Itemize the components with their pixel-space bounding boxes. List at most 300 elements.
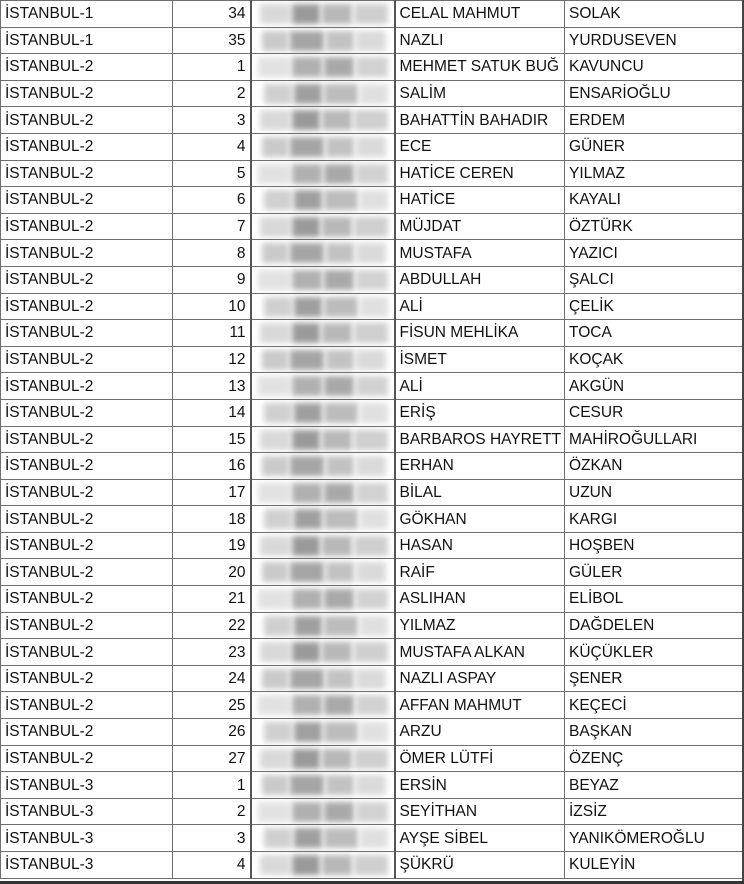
candidate-number-cell[interactable]: 8 [173,240,251,267]
candidate-number-cell[interactable]: 15 [173,426,251,453]
redaction-blur [324,695,354,715]
redaction-blur [324,84,358,104]
first-name-cell[interactable]: ASLIHAN [395,586,565,613]
candidate-number-cell[interactable]: 20 [173,559,251,586]
last-name-cell[interactable]: ENSARİOĞLU [565,80,743,107]
redaction-blur [258,695,290,715]
table-row [1,80,743,107]
redaction-blur [324,509,358,529]
candidate-number-cell[interactable]: 11 [173,320,251,347]
table-row [1,479,743,506]
redaction-blur [260,110,290,130]
first-name-cell[interactable]: MÜJDAT [395,213,565,240]
first-name-cell[interactable]: HATİCE [395,187,565,214]
province-cell[interactable]: İSTANBUL-2 [1,266,173,293]
redaction-blur [360,84,388,104]
province-cell[interactable]: İSTANBUL-2 [1,719,173,746]
province-cell[interactable]: İSTANBUL-2 [1,426,173,453]
redaction-blur [322,430,352,450]
table-row [1,852,743,879]
redacted-cell [251,160,395,187]
province-cell[interactable]: İSTANBUL-2 [1,453,173,480]
redaction-blur [258,483,290,503]
candidate-number-cell[interactable]: 17 [173,479,251,506]
province-cell[interactable]: İSTANBUL-3 [1,852,173,879]
last-name-cell[interactable]: ELİBOL [565,586,743,613]
last-name-cell[interactable]: ÖZENÇ [565,745,743,772]
redaction-blur [260,323,290,343]
redaction-blur [324,616,358,636]
first-name-cell[interactable]: ERHAN [395,453,565,480]
candidate-number-cell[interactable]: 21 [173,586,251,613]
province-cell[interactable]: İSTANBUL-1 [1,1,173,28]
redaction-blur [324,802,354,822]
first-name-cell[interactable]: ECE [395,133,565,160]
redaction-blur [326,456,354,476]
candidate-number-cell[interactable]: 27 [173,745,251,772]
candidate-number-cell[interactable]: 7 [173,213,251,240]
redaction-blur [324,57,354,77]
redacted-cell [251,772,395,799]
province-cell[interactable]: İSTANBUL-2 [1,160,173,187]
first-name-cell[interactable]: ALİ [395,293,565,320]
redacted-cell [251,107,395,134]
table-row [1,160,743,187]
redacted-cell [251,479,395,506]
table-row [1,293,743,320]
candidate-number-cell[interactable]: 19 [173,532,251,559]
last-name-cell[interactable]: KAVUNCU [565,54,743,81]
table-row [1,586,743,613]
first-name-cell[interactable]: ERİŞ [395,399,565,426]
province-cell[interactable]: İSTANBUL-2 [1,213,173,240]
redaction-blur [294,190,322,210]
redacted-cell [251,399,395,426]
province-cell[interactable]: İSTANBUL-2 [1,612,173,639]
candidate-number-cell[interactable]: 22 [173,612,251,639]
redacted-cell [251,266,395,293]
table-row [1,559,743,586]
redaction-blur [360,509,388,529]
redaction-blur [360,297,388,317]
redaction-blur [292,589,322,609]
last-name-cell[interactable]: KAYALI [565,187,743,214]
province-cell[interactable]: İSTANBUL-2 [1,346,173,373]
last-name-cell[interactable]: KARGI [565,506,743,533]
first-name-cell[interactable]: AYŞE SİBEL [395,825,565,852]
redaction-blur [290,243,324,263]
redaction-blur [326,350,354,370]
first-name-cell[interactable]: HASAN [395,532,565,559]
candidate-number-cell[interactable]: 12 [173,346,251,373]
table-row [1,798,743,825]
redaction-blur [322,4,352,24]
redacted-cell [251,559,395,586]
candidate-number-cell[interactable]: 3 [173,825,251,852]
redaction-blur [356,775,386,795]
redaction-blur [290,775,324,795]
redaction-blur [356,562,386,582]
last-name-cell[interactable]: YILMAZ [565,160,743,187]
redaction-blur [292,536,320,556]
redacted-cell [251,293,395,320]
redaction-blur [324,270,354,290]
last-name-cell[interactable]: KÜÇÜKLER [565,639,743,666]
candidate-number-cell[interactable]: 16 [173,453,251,480]
redaction-blur [260,749,290,769]
first-name-cell[interactable]: SALİM [395,80,565,107]
redaction-blur [322,855,352,875]
redaction-blur [356,137,386,157]
redaction-blur [324,376,354,396]
first-name-cell[interactable]: ŞÜKRÜ [395,852,565,879]
last-name-cell[interactable]: ŞALCI [565,266,743,293]
table-row [1,399,743,426]
redaction-blur [354,217,388,237]
table-row [1,772,743,799]
redaction-blur [262,562,288,582]
redaction-blur [356,456,386,476]
redaction-blur [262,456,288,476]
redaction-blur [290,562,324,582]
redaction-blur [260,430,290,450]
redaction-blur [260,4,290,24]
redaction-blur [258,57,290,77]
first-name-cell[interactable]: MEHMET SATUK BUĞ [395,54,565,81]
redaction-blur [356,31,386,51]
redacted-cell [251,852,395,879]
last-name-cell[interactable]: BAŞKAN [565,719,743,746]
first-name-cell[interactable]: BAHATTİN BAHADIR [395,107,565,134]
province-cell[interactable]: İSTANBUL-2 [1,240,173,267]
last-name-cell[interactable]: TOCA [565,320,743,347]
redaction-blur [294,509,322,529]
redacted-cell [251,346,395,373]
table-row [1,825,743,852]
last-name-cell[interactable]: ÖZTÜRK [565,213,743,240]
redaction-blur [292,270,322,290]
table-row [1,453,743,480]
first-name-cell[interactable]: SEYİTHAN [395,798,565,825]
first-name-cell[interactable]: BİLAL [395,479,565,506]
candidate-number-cell[interactable]: 35 [173,27,251,54]
redaction-blur [322,642,352,662]
redacted-cell [251,665,395,692]
province-cell[interactable]: İSTANBUL-2 [1,506,173,533]
table-row [1,107,743,134]
redaction-blur [356,350,386,370]
redaction-blur [322,749,352,769]
last-name-cell[interactable]: MAHİROĞULLARI [565,426,743,453]
table-row [1,1,743,28]
candidate-number-cell[interactable]: 4 [173,133,251,160]
redacted-cell [251,745,395,772]
first-name-cell[interactable]: CELAL MAHMUT [395,1,565,28]
candidate-number-cell[interactable]: 14 [173,399,251,426]
candidate-number-cell[interactable]: 24 [173,665,251,692]
candidate-number-cell[interactable]: 23 [173,639,251,666]
province-cell[interactable]: İSTANBUL-2 [1,639,173,666]
candidate-number-cell[interactable]: 9 [173,266,251,293]
redaction-blur [324,190,358,210]
redaction-blur [324,589,354,609]
redaction-blur [264,509,292,529]
first-name-cell[interactable]: MUSTAFA ALKAN [395,639,565,666]
redaction-blur [326,243,354,263]
table-row [1,187,743,214]
last-name-cell[interactable]: ÇELİK [565,293,743,320]
redacted-cell [251,320,395,347]
redaction-blur [258,376,290,396]
table-row [1,373,743,400]
redaction-blur [258,270,290,290]
redaction-blur [356,483,388,503]
redaction-blur [292,110,320,130]
redaction-blur [292,642,320,662]
redaction-blur [260,642,290,662]
redaction-blur [354,430,388,450]
table-row [1,692,743,719]
redaction-blur [324,297,358,317]
first-name-cell[interactable]: ÖMER LÜTFİ [395,745,565,772]
redaction-blur [264,84,292,104]
redacted-cell [251,612,395,639]
first-name-cell[interactable]: ALİ [395,373,565,400]
province-cell[interactable]: İSTANBUL-3 [1,772,173,799]
province-cell[interactable]: İSTANBUL-2 [1,373,173,400]
redacted-cell [251,825,395,852]
redaction-blur [356,669,386,689]
redaction-blur [290,456,324,476]
redaction-blur [322,536,352,556]
redaction-blur [356,802,388,822]
candidate-number-cell[interactable]: 5 [173,160,251,187]
redaction-blur [324,164,354,184]
redaction-blur [326,669,354,689]
candidate-number-cell[interactable]: 4 [173,852,251,879]
redaction-blur [360,616,388,636]
redacted-cell [251,426,395,453]
candidate-number-cell[interactable]: 6 [173,187,251,214]
candidate-number-cell[interactable]: 10 [173,293,251,320]
candidate-number-cell[interactable]: 1 [173,772,251,799]
redaction-blur [292,483,322,503]
last-name-cell[interactable]: KULEYİN [565,852,743,879]
spreadsheet-body [1,1,743,879]
last-name-cell[interactable]: UZUN [565,479,743,506]
last-name-cell[interactable]: GÜNER [565,133,743,160]
redacted-cell [251,692,395,719]
province-cell[interactable]: İSTANBUL-3 [1,825,173,852]
redaction-blur [264,190,292,210]
province-cell[interactable]: İSTANBUL-2 [1,586,173,613]
last-name-cell[interactable]: BEYAZ [565,772,743,799]
province-cell[interactable]: İSTANBUL-2 [1,187,173,214]
last-name-cell[interactable]: ŞENER [565,665,743,692]
candidate-number-cell[interactable]: 3 [173,107,251,134]
redaction-blur [360,190,388,210]
first-name-cell[interactable]: BARBAROS HAYRETT [395,426,565,453]
table-row [1,54,743,81]
table-row [1,213,743,240]
province-cell[interactable]: İSTANBUL-2 [1,133,173,160]
last-name-cell[interactable]: ERDEM [565,107,743,134]
table-row [1,665,743,692]
first-name-cell[interactable]: MUSTAFA [395,240,565,267]
redaction-blur [262,243,288,263]
first-name-cell[interactable]: FİSUN MEHLİKA [395,320,565,347]
redaction-blur [260,217,290,237]
redaction-blur [264,616,292,636]
first-name-cell[interactable]: NAZLI ASPAY [395,665,565,692]
province-cell[interactable]: İSTANBUL-2 [1,293,173,320]
redaction-blur [294,84,322,104]
province-cell[interactable]: İSTANBUL-2 [1,80,173,107]
redaction-blur [262,350,288,370]
first-name-cell[interactable]: YILMAZ [395,612,565,639]
redaction-blur [292,57,322,77]
redaction-blur [292,323,320,343]
table-row [1,745,743,772]
province-cell[interactable]: İSTANBUL-2 [1,107,173,134]
province-cell[interactable]: İSTANBUL-2 [1,745,173,772]
first-name-cell[interactable]: İSMET [395,346,565,373]
province-cell[interactable]: İSTANBUL-2 [1,692,173,719]
redaction-blur [292,430,320,450]
redacted-cell [251,586,395,613]
redaction-blur [356,164,388,184]
table-row [1,639,743,666]
province-cell[interactable]: İSTANBUL-2 [1,54,173,81]
candidate-number-cell[interactable]: 18 [173,506,251,533]
redaction-blur [264,403,292,423]
redaction-blur [324,403,358,423]
last-name-cell[interactable]: GÜLER [565,559,743,586]
redaction-blur [262,669,288,689]
redaction-blur [354,749,388,769]
last-name-cell[interactable]: KOÇAK [565,346,743,373]
redaction-blur [262,775,288,795]
redaction-blur [324,828,358,848]
last-name-cell[interactable]: DAĞDELEN [565,612,743,639]
first-name-cell[interactable]: RAİF [395,559,565,586]
redaction-blur [292,4,320,24]
province-cell[interactable]: İSTANBUL-3 [1,798,173,825]
redaction-blur [290,350,324,370]
table-row [1,532,743,559]
last-name-cell[interactable]: YAZICI [565,240,743,267]
province-cell[interactable]: İSTANBUL-2 [1,559,173,586]
last-name-cell[interactable]: AKGÜN [565,373,743,400]
redaction-blur [324,483,354,503]
redaction-blur [292,749,320,769]
redaction-blur [360,403,388,423]
redacted-cell [251,798,395,825]
province-cell[interactable]: İSTANBUL-2 [1,665,173,692]
last-name-cell[interactable]: YURDUSEVEN [565,27,743,54]
redaction-blur [356,57,388,77]
redaction-blur [326,31,354,51]
table-row [1,612,743,639]
last-name-cell[interactable]: SOLAK [565,1,743,28]
redaction-blur [260,855,290,875]
redaction-blur [262,31,288,51]
redacted-cell [251,133,395,160]
last-name-cell[interactable]: ÖZKAN [565,453,743,480]
redacted-cell [251,719,395,746]
province-cell[interactable]: İSTANBUL-1 [1,27,173,54]
last-name-cell[interactable]: KEÇECİ [565,692,743,719]
table-row [1,506,743,533]
table-row [1,719,743,746]
last-name-cell[interactable]: HOŞBEN [565,532,743,559]
redaction-blur [324,722,358,742]
redaction-blur [292,695,322,715]
candidate-number-cell[interactable]: 26 [173,719,251,746]
first-name-cell[interactable]: ARZU [395,719,565,746]
redaction-blur [356,243,386,263]
first-name-cell[interactable]: GÖKHAN [395,506,565,533]
redacted-cell [251,506,395,533]
first-name-cell[interactable]: NAZLI [395,27,565,54]
redaction-blur [356,270,388,290]
province-cell[interactable]: İSTANBUL-2 [1,479,173,506]
table-row [1,320,743,347]
candidate-number-cell[interactable]: 34 [173,1,251,28]
redaction-blur [322,323,352,343]
province-cell[interactable]: İSTANBUL-2 [1,532,173,559]
redaction-blur [360,828,388,848]
redacted-cell [251,453,395,480]
redacted-cell [251,532,395,559]
first-name-cell[interactable]: ABDULLAH [395,266,565,293]
table-row [1,346,743,373]
last-name-cell[interactable]: CESUR [565,399,743,426]
candidate-number-cell[interactable]: 2 [173,80,251,107]
redacted-cell [251,240,395,267]
redacted-cell [251,373,395,400]
redaction-blur [294,297,322,317]
candidate-number-cell[interactable]: 1 [173,54,251,81]
redaction-blur [322,217,352,237]
province-cell[interactable]: İSTANBUL-2 [1,399,173,426]
redaction-blur [354,323,388,343]
redaction-blur [294,722,322,742]
redaction-blur [356,376,388,396]
redaction-blur [326,137,354,157]
redaction-blur [264,722,292,742]
first-name-cell[interactable]: HATİCE CEREN [395,160,565,187]
redaction-blur [294,828,322,848]
first-name-cell[interactable]: AFFAN MAHMUT [395,692,565,719]
candidate-number-cell[interactable]: 2 [173,798,251,825]
first-name-cell[interactable]: ERSİN [395,772,565,799]
redaction-blur [290,137,324,157]
redaction-blur [294,403,322,423]
redaction-blur [264,828,292,848]
redaction-blur [354,4,388,24]
redaction-blur [260,536,290,556]
candidate-number-cell[interactable]: 13 [173,373,251,400]
table-row [1,426,743,453]
redaction-blur [290,669,324,689]
redaction-blur [356,695,388,715]
last-name-cell[interactable]: YANIKÖMEROĞLU [565,825,743,852]
redaction-blur [360,722,388,742]
candidate-number-cell[interactable]: 25 [173,692,251,719]
province-cell[interactable]: İSTANBUL-2 [1,320,173,347]
last-name-cell[interactable]: İZSİZ [565,798,743,825]
